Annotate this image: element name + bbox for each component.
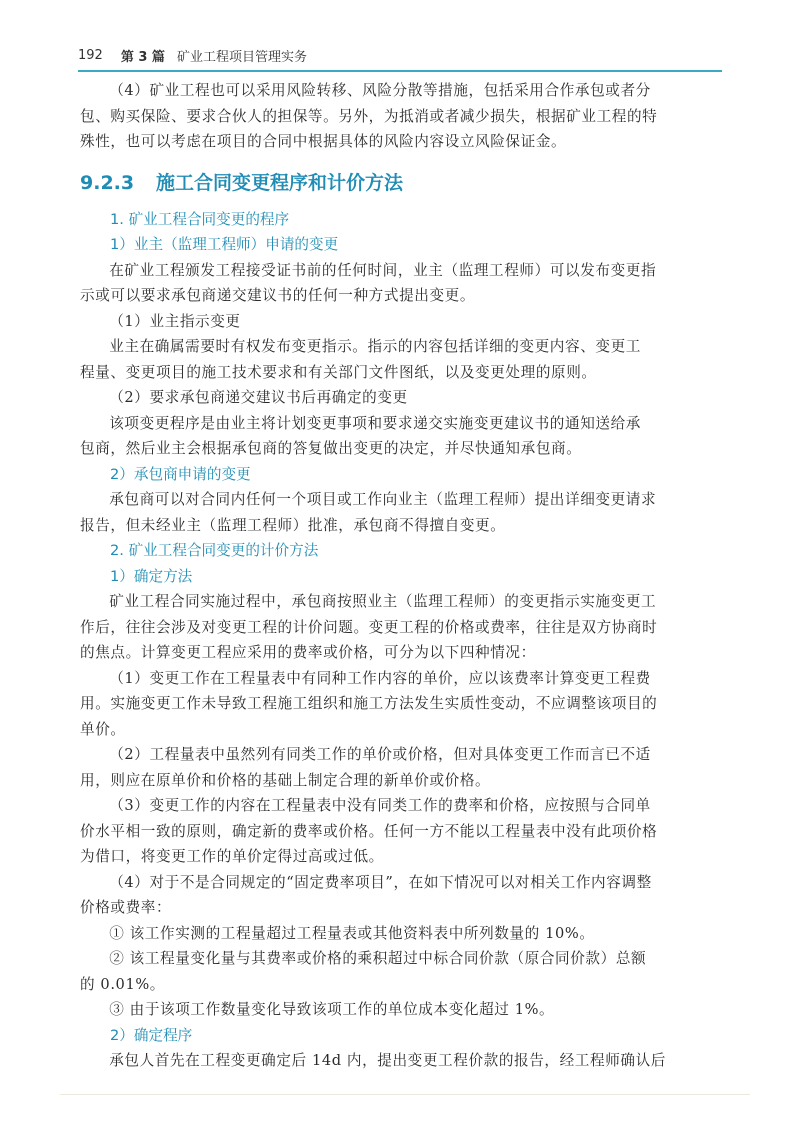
paragraph-line: 单价。 xyxy=(80,720,126,738)
paragraph-line: 报告，但未经业主（监理工程师）批准，承包商不得擅自变更。 xyxy=(80,516,506,534)
paragraph-line: 包、购买保险、要求合伙人的担保等。另外，为抵消或者减少损失，根据矿业工程的特 xyxy=(80,107,658,125)
paragraph-line: 为借口，将变更工作的单价定得过高或过低。 xyxy=(80,848,384,865)
paragraph-line: 的 0.01%。 xyxy=(80,975,165,993)
paragraph-line: 的焦点。计算变更工程应采用的费率或价格，可分为以下四种情况： xyxy=(80,644,536,661)
item-heading: （2）要求承包商递交建议书后再确定的变更 xyxy=(109,389,408,406)
subsection-heading: 1）业主（监理工程师）申请的变更 xyxy=(110,236,339,253)
header-rule xyxy=(78,70,722,72)
paragraph-line: 业主在确属需要时有权发布变更指示。指示的内容包括详细的变更内容、变更工 xyxy=(109,338,641,355)
section-title: 施工合同变更程序和计价方法 xyxy=(156,171,404,194)
paragraph-line: 程量、变更项目的施工技术要求和有关部门文件图纸，以及变更处理的原则。 xyxy=(80,363,597,381)
subsection-heading: 2）承包商申请的变更 xyxy=(110,465,251,483)
page-number: 192 xyxy=(78,47,103,63)
subsection-heading: 1. 矿业工程合同变更的程序 xyxy=(110,210,290,228)
paragraph-line: （1）变更工作在工程量表中有同种工作内容的单价，应以该费率计算变更工程费 xyxy=(109,669,651,687)
page-content xyxy=(80,78,720,1074)
list-item: ① 该工作实测的工程量超过工程量表或其他资料表中所列数量的 10%。 xyxy=(109,924,595,942)
running-header xyxy=(78,44,722,66)
paragraph-line: 该项变更程序是由业主将计划变更事项和要求递交实施变更建议书的通知送给承 xyxy=(109,414,641,432)
section-heading xyxy=(80,169,720,197)
paragraph-line: （2）工程量表中虽然列有同类工作的单价或价格，但对具体变更工作而言已不适 xyxy=(109,746,651,763)
list-item: ② 该工程量变化量与其费率或价格的乘积超过中标合同价款（原合同价款）总额 xyxy=(109,950,647,967)
paragraph-line: 承包人首先在工程变更确定后 14d 内，提出变更工程价款的报告，经工程师确认后 xyxy=(109,1052,666,1069)
item-heading: （1）业主指示变更 xyxy=(109,312,241,330)
paragraph-line: 示或可以要求承包商递交建议书的任何一种方式提出变更。 xyxy=(80,287,476,304)
part-label: 第 3 篇 xyxy=(120,49,165,65)
paragraph-line: 用，则应在原单价和价格的基础上制定合理的新单价或价格。 xyxy=(80,771,491,789)
paragraph-line: 用。实施变更工作未导致工程施工组织和施工方法发生实质性变动，不应调整该项目的 xyxy=(80,695,658,712)
paragraph-line: 矿业工程合同实施过程中，承包商按照业主（监理工程师）的变更指示实施变更工 xyxy=(109,593,657,610)
book-title: 矿业工程项目管理实务 xyxy=(176,49,307,65)
list-item: ③ 由于该项工作数量变化导致该项工作的单位成本变化超过 1%。 xyxy=(109,1001,555,1018)
section-number: 9.2.3 xyxy=(80,171,135,194)
page-edge-shadow xyxy=(60,1094,750,1095)
subsection-heading: 1）确定方法 xyxy=(110,567,193,585)
paragraph-line: 殊性，也可以考虑在项目的合同中根据具体的风险内容设立风险保证金。 xyxy=(80,133,567,150)
paragraph-line: （3）变更工作的内容在工程量表中没有同类工作的费率和价格，应按照与合同单 xyxy=(109,797,651,814)
paragraph-line: （4）矿业工程也可以采用风险转移、风险分散等措施，包括采用合作承包或者分 xyxy=(109,82,651,99)
paragraph-line: 价水平相一致的原则，确定新的费率或价格。任何一方不能以工程量表中没有此项价格 xyxy=(80,822,658,840)
paragraph-line: 承包商可以对合同内任何一个项目或工作向业主（监理工程师）提出详细变更请求 xyxy=(109,491,657,508)
paragraph-line: 在矿业工程颁发工程接受证书前的任何时间，业主（监理工程师）可以发布变更指 xyxy=(109,261,657,279)
paragraph-line: （4）对于不是合同规定的“固定费率项目”，在如下情况可以对相关工作内容调整 xyxy=(109,873,652,891)
subsection-heading: 2. 矿业工程合同变更的计价方法 xyxy=(110,542,319,559)
subsection-heading: 2）确定程序 xyxy=(110,1026,193,1044)
paragraph-line: 包商，然后业主会根据承包商的答复做出变更的决定，并尽快通知承包商。 xyxy=(80,440,582,457)
paragraph-line: 价格或费率： xyxy=(80,899,172,916)
paragraph-line: 作后，往往会涉及对变更工程的计价问题。变更工程的价格或费率，往往是双方协商时 xyxy=(80,618,658,636)
